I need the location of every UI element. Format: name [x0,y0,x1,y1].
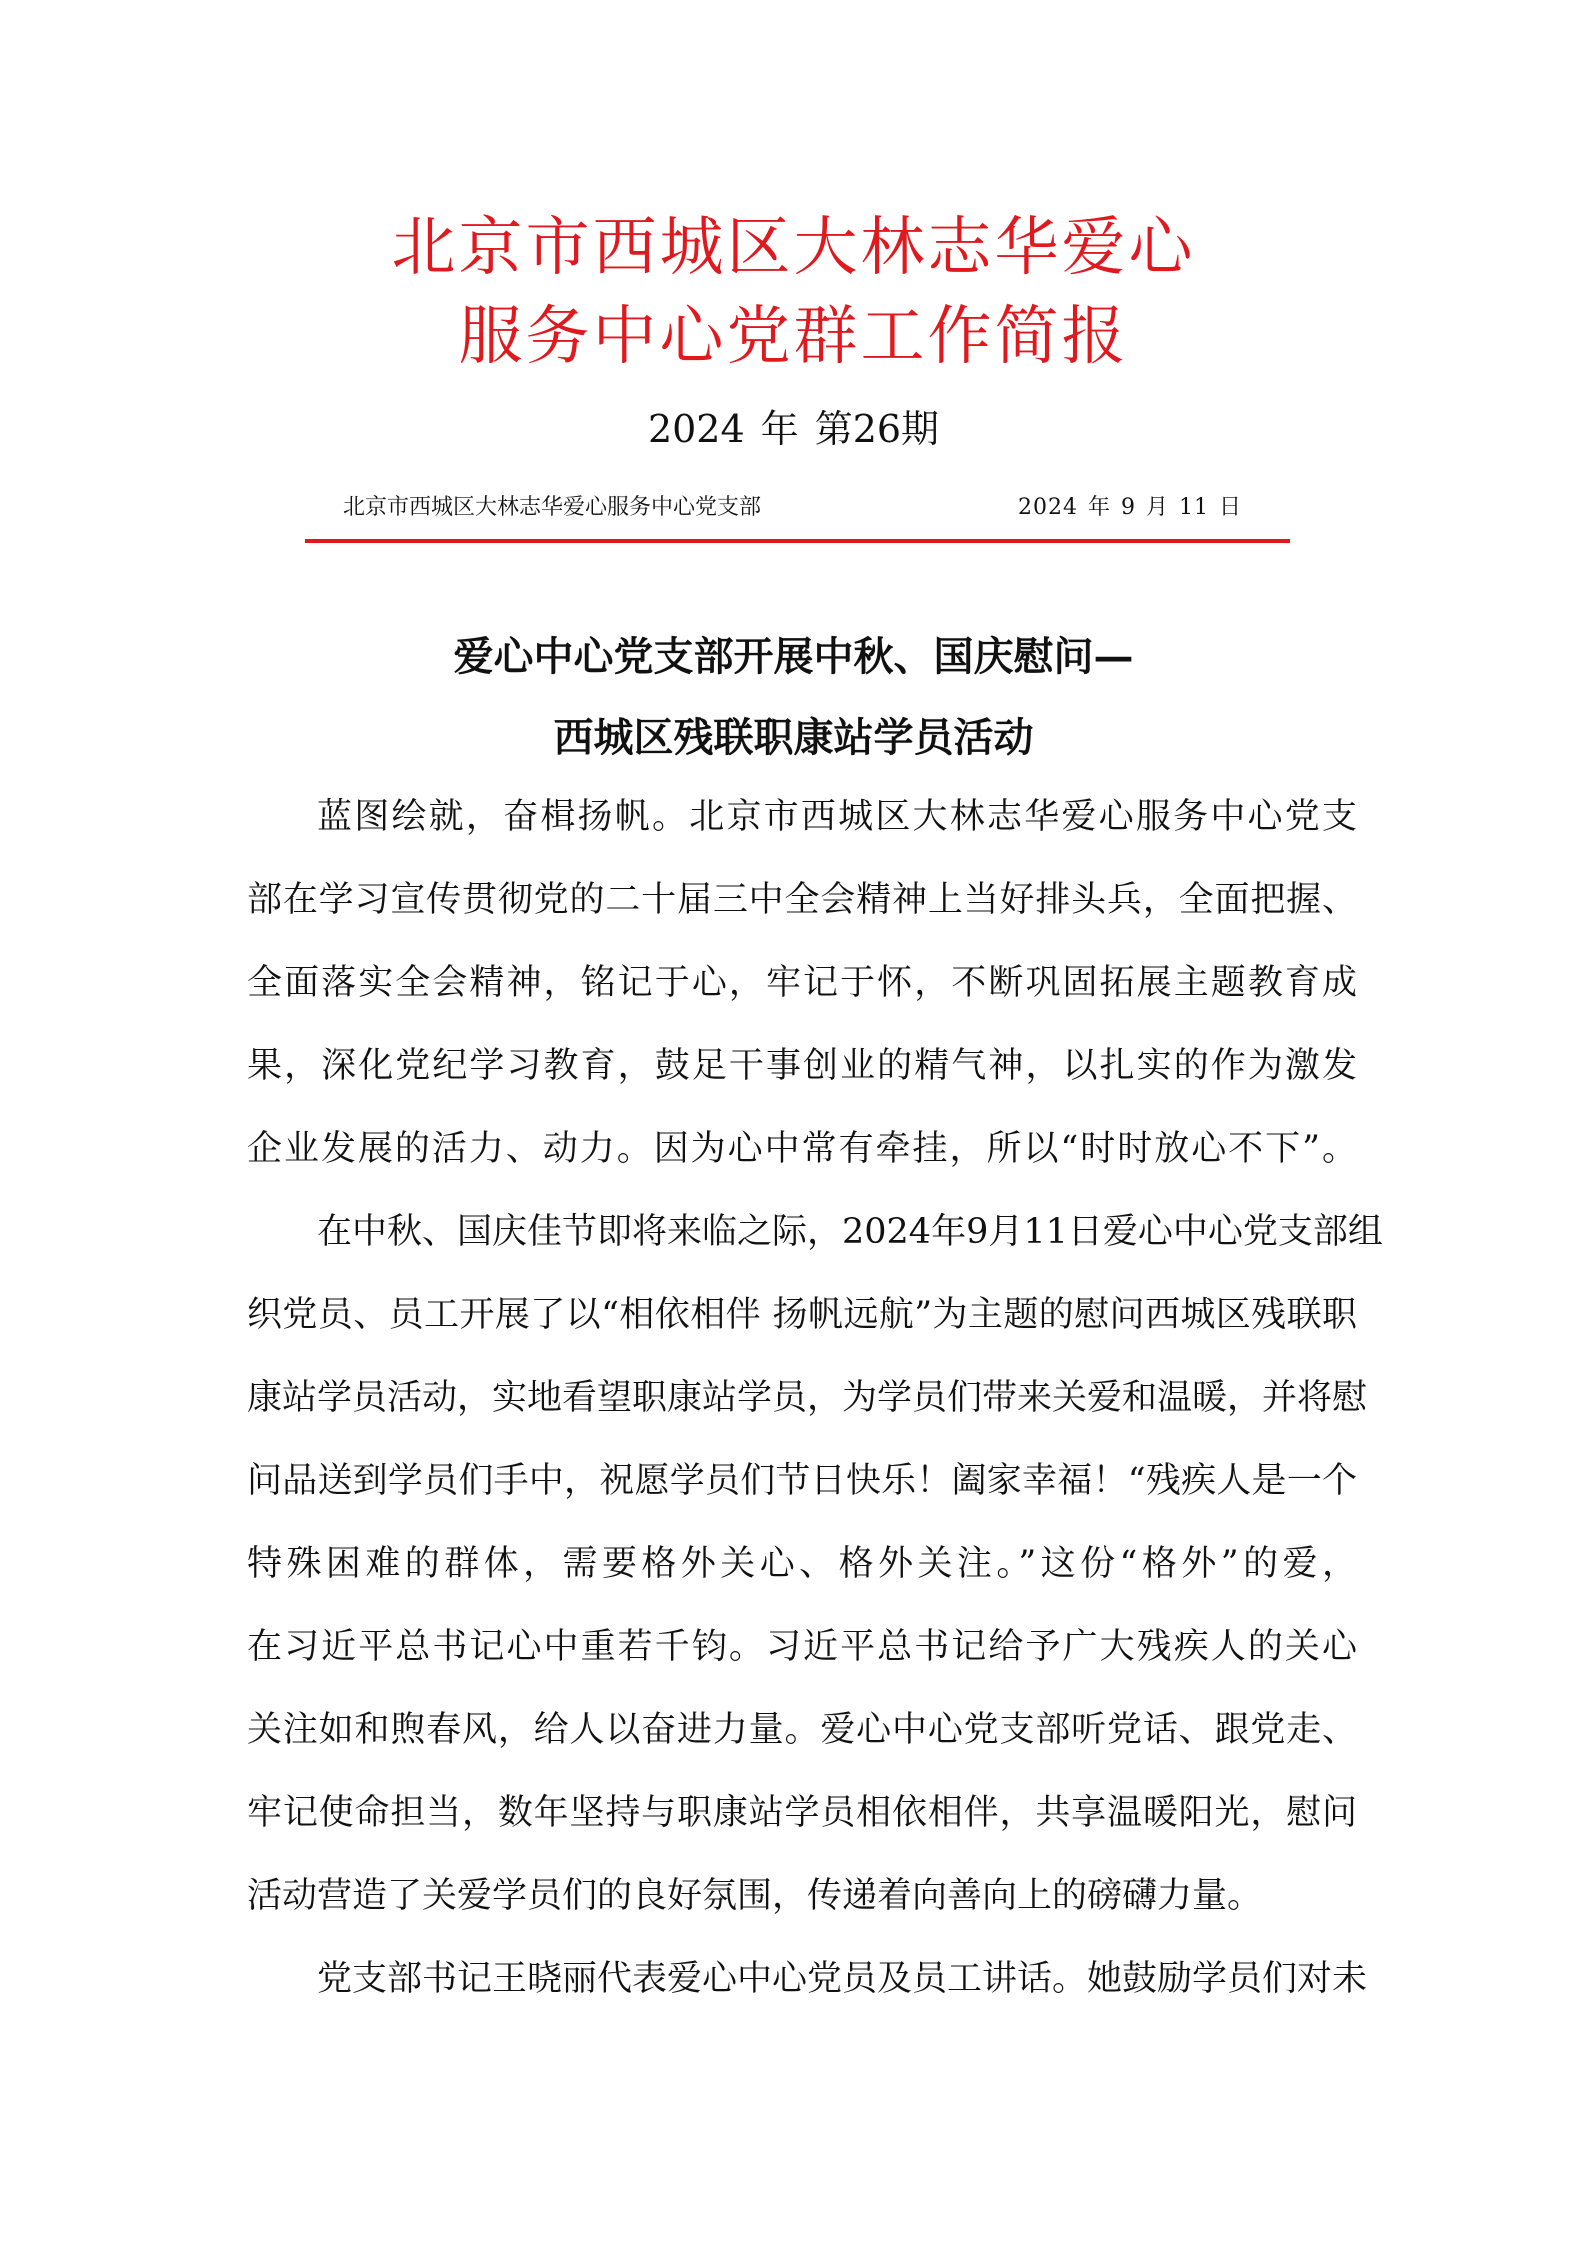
bulletin-title-line-1: 北京市西城区大林志华爱心 [391,211,1196,285]
article-headline-line-2: 西城区残联职康站学员活动 [553,714,1034,761]
body-line: 特殊困难的群体，需要格外关心、格外关注。”这份“格外”的爱， [247,1544,1357,1584]
date-day: 11 [1179,495,1210,520]
body-line: 康站学员活动，实地看望职康站学员，为学员们带来关爱和温暖，并将慰 [247,1378,1368,1418]
date-month: 9 [1121,495,1137,520]
body-line: 织党员、员工开展了以“相依相伴 扬帆远航”为主题的慰问西城区残联职 [247,1295,1357,1335]
red-divider-rule [305,539,1290,543]
body-line: 关注如和煦春风，给人以奋进力量。爱心中心党支部听党话、跟党走、 [247,1710,1357,1750]
body-line: 部在学习宣传贯彻党的二十届三中全会精神上当好排头兵，全面把握、 [247,880,1357,920]
date-month-unit: 月 [1146,495,1170,520]
body-line: 党支部书记王晓丽代表爱心中心党员及员工讲话。她鼓励学员们对未 [317,1959,1368,1999]
issue-number-label: 第26期 [814,407,940,451]
issue-year: 2024 [647,407,745,451]
issue-number [0,407,1587,451]
body-line: 全面落实全会精神，铭记于心，牢记于怀，不断巩固拓展主题教育成 [247,963,1357,1003]
bulletin-title-line-2: 服务中心党群工作简报 [458,300,1129,374]
body-line: 在中秋、国庆佳节即将来临之际，2024年9月11日爱心中心党支部组 [317,1212,1383,1252]
issue-year-unit: 年 [760,407,799,451]
body-line: 活动营造了关爱学员们的良好氛围，传递着向善向上的磅礴力量。 [247,1876,1263,1916]
body-line: 企业发展的活力、动力。因为心中常有牵挂，所以“时时放心不下”。 [247,1129,1357,1169]
issue-date [1018,497,1252,519]
article-headline-line-1: 爱心中心党支部开展中秋、国庆慰问— [453,633,1134,680]
body-line: 牢记使命担当，数年坚持与职康站学员相依相伴，共享温暖阳光，慰问 [247,1793,1357,1833]
date-year-unit: 年 [1088,495,1112,520]
body-line: 在习近平总书记心中重若千钧。习近平总书记给予广大残疾人的关心 [247,1627,1357,1667]
body-line: 果，深化党纪学习教育，鼓足干事创业的精气神，以扎实的作为激发 [247,1046,1357,1086]
issuing-organization: 北京市西城区大林志华爱心服务中心党支部 [343,495,762,520]
body-line: 问品送到学员们手中，祝愿学员们节日快乐！阖家幸福！“残疾人是一个 [247,1461,1357,1501]
date-day-unit: 日 [1219,495,1243,520]
body-line: 蓝图绘就，奋楫扬帆。北京市西城区大林志华爱心服务中心党支 [317,797,1357,837]
date-year: 2024 [1018,495,1078,520]
